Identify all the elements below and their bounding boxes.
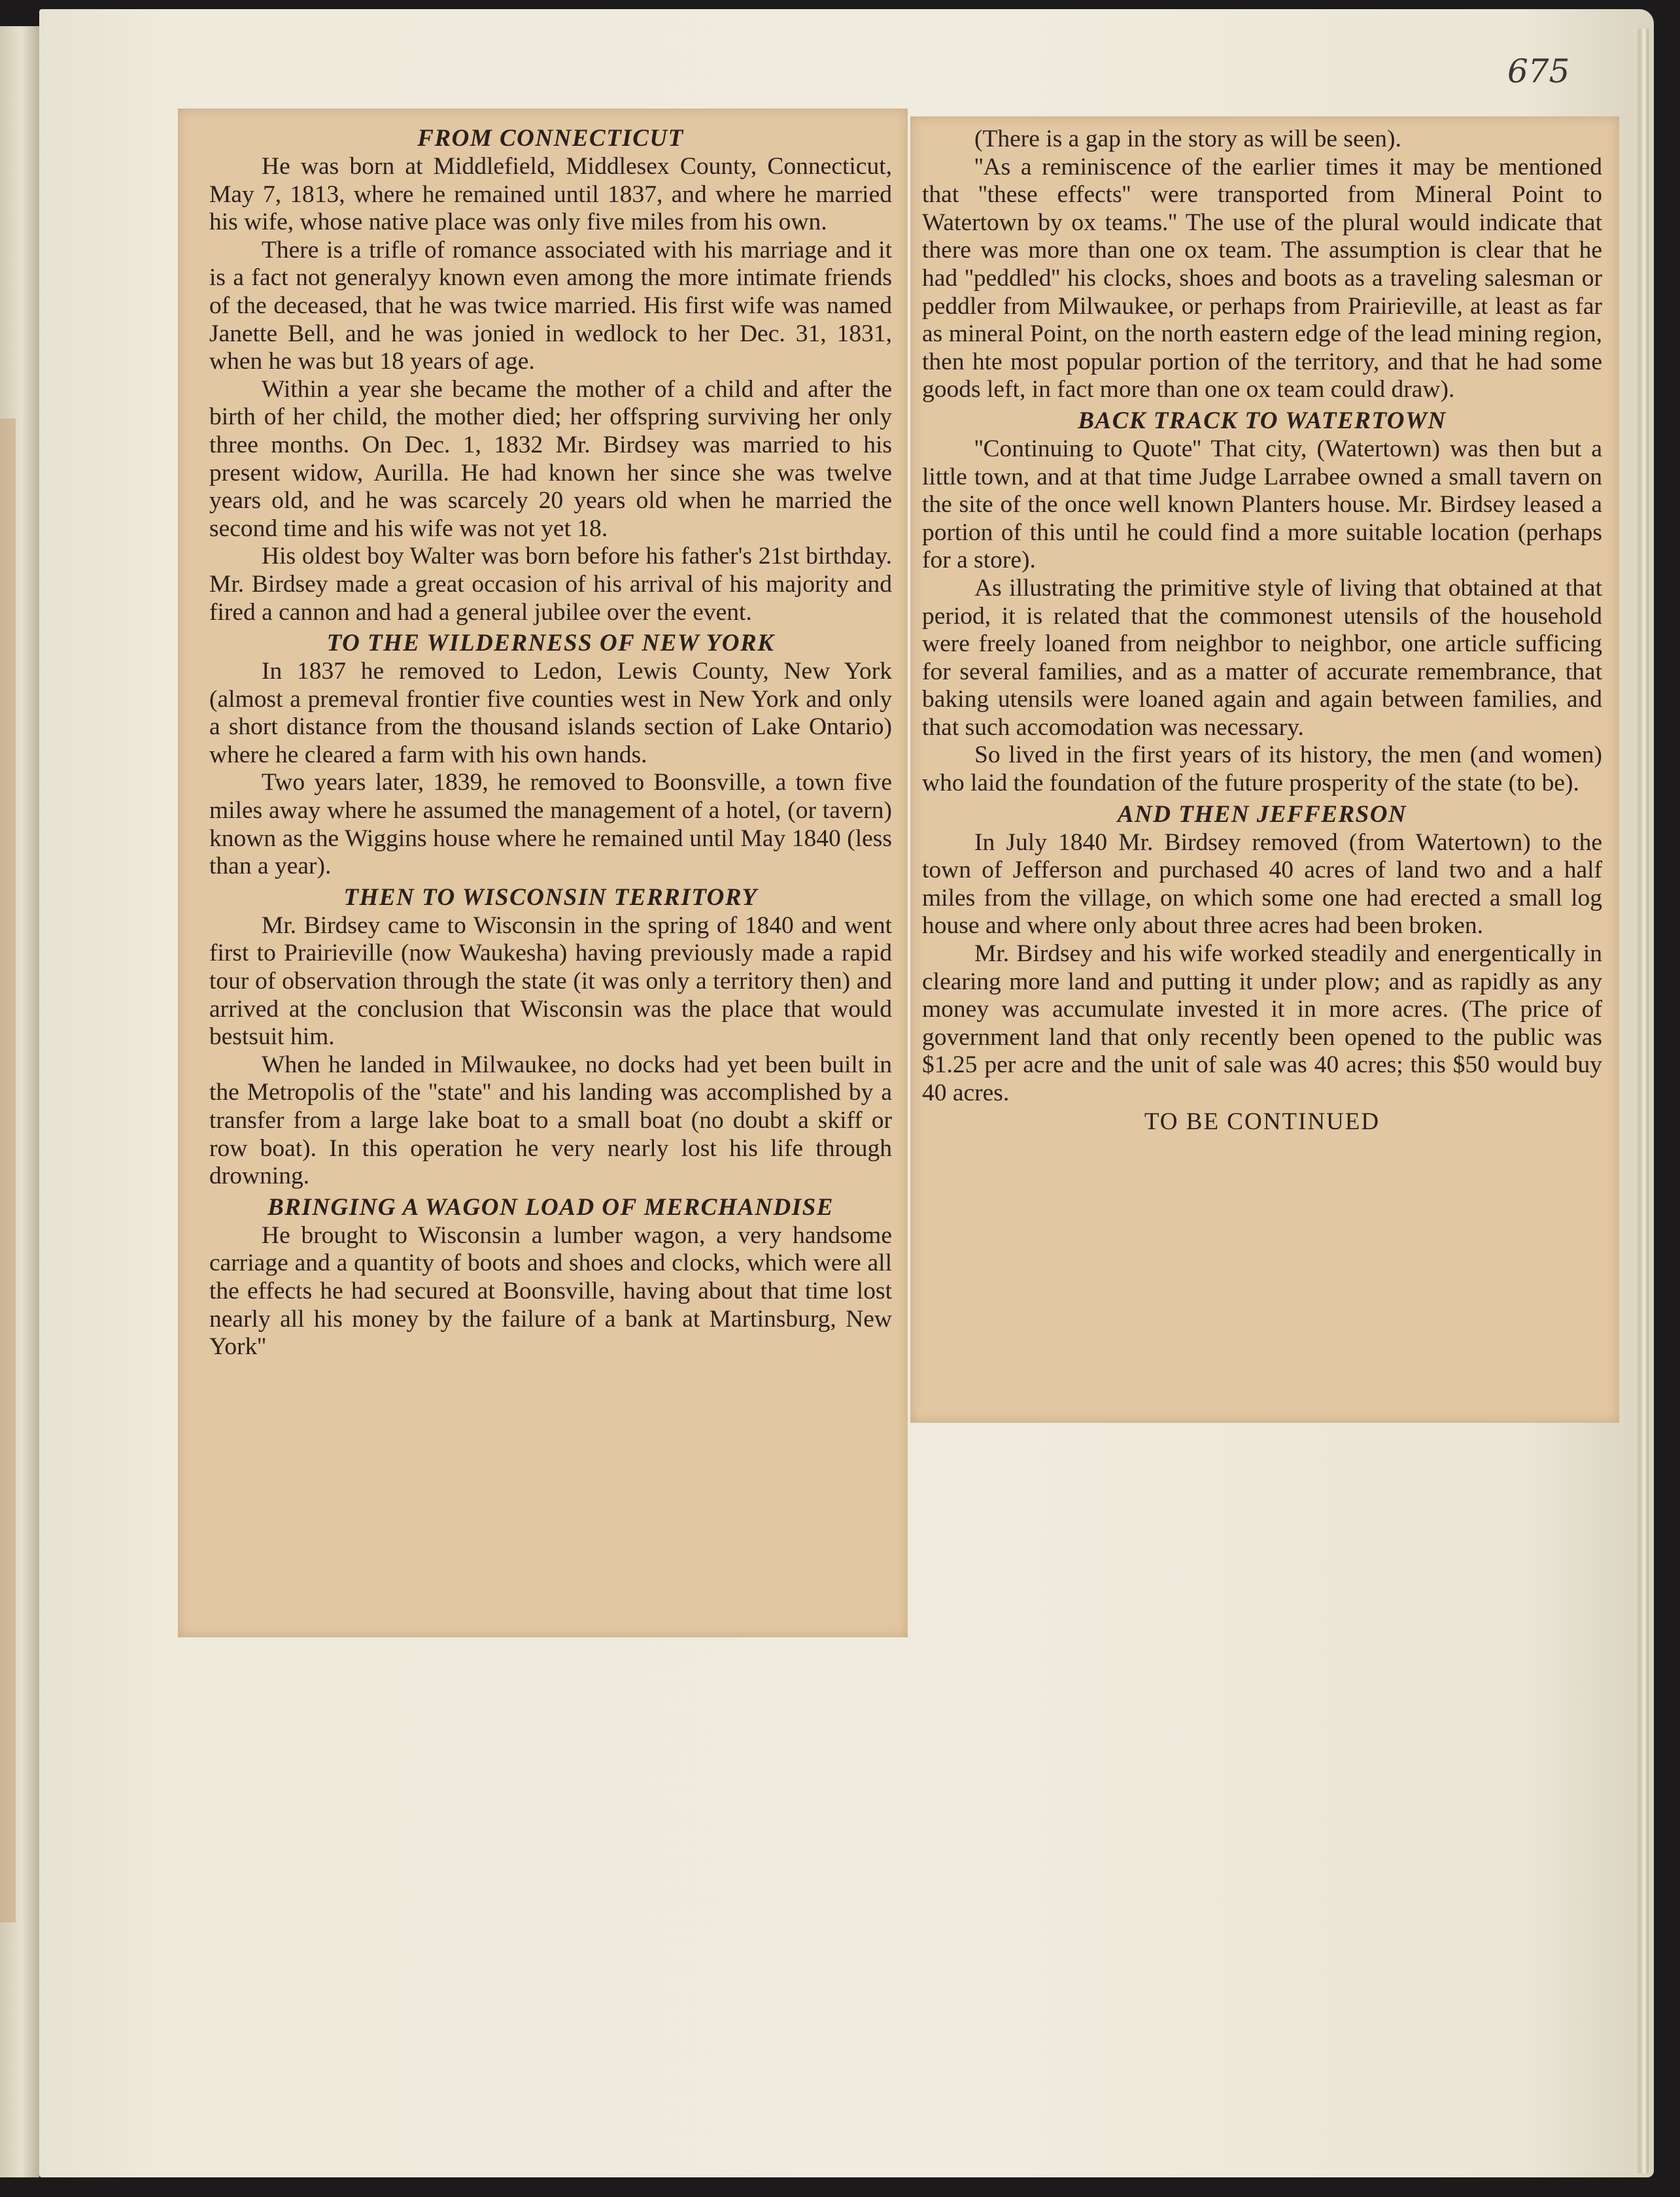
section-heading: THEN TO WISCONSIN TERRITORY — [343, 883, 758, 911]
continued-notice: TO BE CONTINUED — [1144, 1108, 1380, 1135]
section-heading: BACK TRACK TO WATERTOWN — [1078, 407, 1447, 434]
adjacent-clipping-edge — [0, 418, 16, 1922]
section-heading: TO THE WILDERNESS OF NEW YORK — [326, 630, 775, 657]
article-paragraph: He was born at Middlefield, Middlesex County, Connecticut, May 7, 1813, where he remained until 1837, and where he married his wife, whose native place was only five miles from his own. — [209, 153, 892, 236]
page-stack-edge — [1634, 29, 1649, 2173]
article-paragraph: Two years later, 1839, he removed to Boonsville, a town five miles away where he assumed the management of a hotel, (or tavern) known as the Wiggins house where he remained until May 1840 (less than a year). — [209, 769, 892, 880]
article-paragraph: ''As a reminiscence of the earlier times it may be mentioned that ''these effects'' were transported from Mineral Point to Watertown by ox teams.'' The use of the plural would indicate that there was more than one ox team. The assumption is clear that he had ''peddled'' his clocks, shoes and boots as a traveling salesman or peddler from Milwaukee, or perhaps from Prairieville, at least as far as mineral Point, on the north eastern edge of the lead mining region, then hte most popular portion of the territory, and that he had some goods left, in fact more than one ox team could draw). — [922, 153, 1602, 403]
article-column-right — [922, 126, 1602, 1136]
article-column-left — [209, 122, 892, 1361]
article-paragraph: In 1837 he removed to Ledon, Lewis County, New York (almost a premeval frontier five counties west in New York and only a short distance from the thousand islands section of Lake Ontario) where he cleared a farm with his own hands. — [209, 658, 892, 768]
article-paragraph: So lived in the first years of its history, the men (and women) who laid the foundation of the future prosperity of the state (to be). — [922, 741, 1602, 797]
article-paragraph: As illustrating the primitive style of living that obtained at that period, it is related that the commonest utensils of the household were freely loaned from neighbor to neighbor, one article sufficing for several families, and as a matter of accurate remembrance, that baking utensils were loaned again and again between families, and that such accomodation was necessary. — [922, 574, 1602, 741]
article-paragraph: He brought to Wisconsin a lumber wagon, a very handsome carriage and a quantity of boots and shoes and clocks, which were all the effects he had secured at Boonsville, having about that time lost nearly all his money by the failure of a bank at Martinsburg, New York'' — [209, 1221, 892, 1361]
newspaper-clipping-left — [178, 109, 908, 1637]
newspaper-clipping-right — [910, 116, 1619, 1423]
article-paragraph: Mr. Birdsey and his wife worked steadily and energentically in clearing more land and putting it under plow; and as rapidly as any money was accumulate invested it in more acres. (The price of government land that only recently been opened to the public was $1.25 per acre and the unit of sale was 40 acres; this $50 would buy 40 acres. — [922, 940, 1602, 1106]
article-paragraph: When he landed in Milwaukee, no docks had yet been built in the Metropolis of the ''state'' and his landing was accomplished by a transfer from a large lake boat to a small boat (no doubt a skiff or row boat). In this operation he very nearly lost his life through drowning. — [209, 1051, 892, 1190]
article-paragraph: ''Continuing to Quote'' That city, (Watertown) was then but a little town, and at that time Judge Larrabee owned a small tavern on the site of the once well known Planters house. Mr. Birdsey leased a portion of this until he could find a more suitable location (perhaps for a store). — [922, 435, 1602, 574]
article-paragraph: There is a trifle of romance associated with his marriage and it is a fact not generalyy known even among the more intimate friends of the deceased, that he was twice married. His first wife was named Janette Bell, and he was jonied in wedlock to her Dec. 31, 1831, when he was but 18 years of age. — [209, 236, 892, 375]
adjacent-page-edge — [0, 26, 39, 2177]
article-paragraph: Within a year she became the mother of a child and after the birth of her child, the mother died; her offspring surviving her only three months. On Dec. 1, 1832 Mr. Birdsey was married to his present widow, Aurilla. He had known her since she was twelve years old, and he was scarcely 20 years old when he married the second time and his wife was not yet 18. — [209, 375, 892, 542]
article-paragraph: (There is a gap in the story as will be seen). — [974, 126, 1401, 152]
section-heading: BRINGING A WAGON LOAD OF MERCHANDISE — [267, 1193, 834, 1221]
section-heading: AND THEN JEFFERSON — [1117, 800, 1407, 828]
article-paragraph: His oldest boy Walter was born before his father's 21st birthday. Mr. Birdsey made a great occasion of his arrival of his majority and fired a cannon and had a general jubilee over the event. — [209, 543, 892, 626]
article-paragraph: In July 1840 Mr. Birdsey removed (from Watertown) to the town of Jefferson and purchased 40 acres of land two and a half miles from the village, on which some one had erected a small log house and where only about three acres had been broken. — [922, 828, 1602, 940]
page-number: 675 — [1507, 52, 1570, 90]
section-heading: FROM CONNECTICUT — [417, 125, 684, 152]
article-paragraph: Mr. Birdsey came to Wisconsin in the spring of 1840 and went first to Prairieville (now Waukesha) having previously made a rapid tour of observation through the state (it was only a territory then) and arrived at the conclusion that Wisconsin was the place that would bestsuit him. — [209, 911, 892, 1051]
